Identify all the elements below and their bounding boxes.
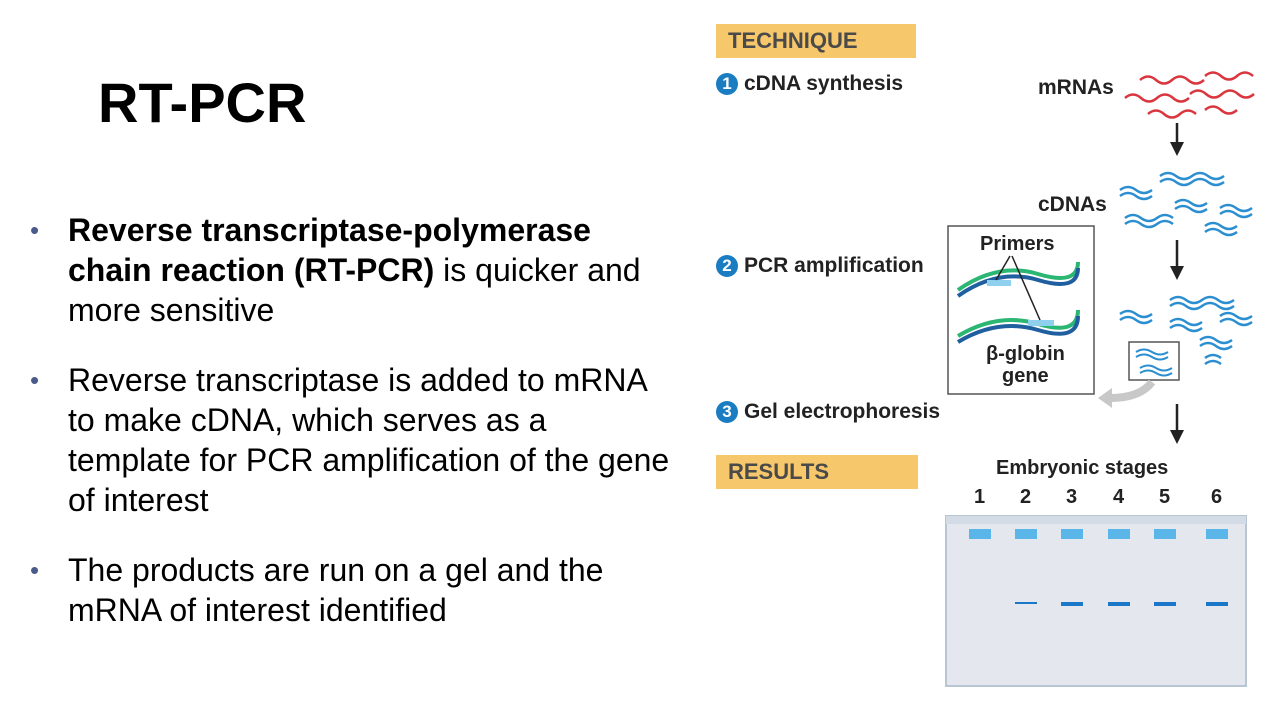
mrna-strand: [1140, 77, 1204, 84]
step-number: 3: [716, 401, 738, 423]
gel: [946, 516, 1246, 686]
technique-label: TECHNIQUE: [728, 28, 858, 53]
gel-band: [1206, 602, 1228, 606]
gel-well: [1154, 529, 1176, 539]
gel-well: [1061, 529, 1083, 539]
figure-graphics: [700, 18, 1270, 698]
primer: [1028, 320, 1054, 326]
step-label: cDNA synthesis: [744, 72, 904, 95]
bullet-item: [30, 210, 670, 330]
step-label: Gel electrophoresis: [744, 400, 941, 423]
bullet-text: is quicker and more sensitive: [68, 252, 641, 328]
bullet-dot: •: [30, 555, 40, 585]
mrna-strand: [1148, 111, 1196, 118]
gel-band: [1061, 602, 1083, 606]
mrna-strand: [1190, 91, 1254, 98]
lane-label: 6: [1211, 486, 1223, 508]
step-number: 1: [716, 73, 738, 95]
bullet-dot: •: [30, 365, 40, 395]
primers-label: Primers: [980, 233, 1055, 255]
gel-top-edge: [946, 516, 1246, 524]
curved-arrow-icon: [1098, 382, 1152, 408]
lane-label: 1: [974, 486, 986, 508]
bullet-text: Reverse transcriptase is added to mRNA to make cDNA, which serves as a template for PCR amplification of the gene of interest: [68, 362, 670, 518]
mrna-strand: [1205, 73, 1253, 80]
gel-well: [1108, 529, 1130, 539]
gel-band: [1108, 602, 1130, 606]
bullet-bold-text: Reverse transcriptase-polymerase chain reaction (RT-PCR): [68, 212, 591, 288]
bullet-dot: •: [30, 215, 40, 245]
bullet-item: [30, 360, 670, 520]
gel-well: [1206, 529, 1228, 539]
slide-title: RT-PCR: [98, 71, 307, 134]
mrnas-label: mRNAs: [1038, 76, 1114, 99]
rt-pcr-figure: [700, 18, 1270, 698]
cdnas-label: cDNAs: [1038, 193, 1107, 216]
globin-label-line2: gene: [1002, 365, 1049, 387]
mrna-strand: [1125, 95, 1189, 102]
cdna-strands: [1120, 173, 1252, 235]
lane-label: 3: [1066, 486, 1078, 508]
gel-well: [969, 529, 991, 539]
globin-label-line1: β-globin: [986, 343, 1065, 365]
mrna-strand: [1205, 107, 1237, 114]
step-label: PCR amplification: [744, 254, 924, 277]
down-arrow-icon: [1170, 404, 1184, 444]
step-number: 2: [716, 255, 738, 277]
gel-well: [1015, 529, 1037, 539]
lane-label: 4: [1113, 486, 1125, 508]
down-arrow-icon: [1170, 240, 1184, 280]
down-arrow-icon: [1170, 123, 1184, 156]
gel-band: [1154, 602, 1176, 606]
bullet-text: The products are run on a gel and the mRNA of interest identified: [68, 552, 604, 628]
embryonic-stages-label: Embryonic stages: [996, 457, 1169, 479]
gel-band: [1015, 602, 1037, 604]
primer: [987, 280, 1011, 286]
lane-label: 2: [1020, 486, 1032, 508]
bullet-list: [30, 210, 670, 660]
mrna-strands: [1125, 73, 1254, 118]
bullet-item: [30, 550, 670, 630]
lane-labels: [974, 486, 1222, 508]
lane-label: 5: [1159, 486, 1171, 508]
results-label: RESULTS: [728, 459, 830, 484]
